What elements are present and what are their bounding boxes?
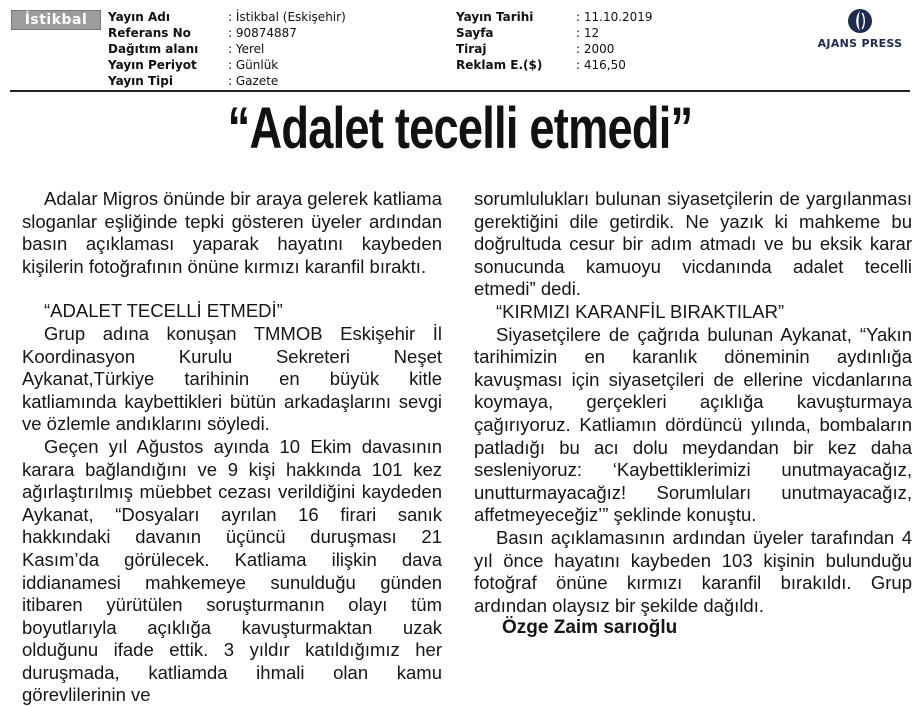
meta-row — [108, 25, 346, 41]
meta-key: Referans No — [108, 26, 191, 40]
meta-value: : 11.10.2019 — [576, 10, 653, 24]
article-subheading: “KIRMIZI KARANFİL BIRAKTILAR” — [496, 300, 785, 322]
article-subheading: “ADALET TECELLİ ETMEDİ” — [44, 300, 283, 322]
meta-key: Dağıtım alanı — [108, 42, 199, 56]
article-paragraph: Adalar Migros önünde bir araya gelerek katliama sloganlar eşliğinde tepki gösteren üyeler ardından basın açıklaması yaparak hayatını kaybeden kişilerin fotoğrafının önüne kırmızı karanfil bıraktı. — [22, 188, 442, 277]
article-headline: “Adalet tecelli etmedi” — [227, 96, 693, 161]
meta-key: Yayın Tarihi — [456, 10, 534, 24]
agency-logo — [808, 8, 912, 54]
paragraph-gap — [22, 278, 442, 300]
meta-value: : Yerel — [228, 42, 265, 56]
article-byline: Özge Zaim sarıoğlu — [502, 617, 678, 639]
header-divider — [10, 90, 910, 92]
meta-value: : 416,50 — [576, 58, 626, 72]
meta-key: Yayın Tipi — [108, 74, 173, 88]
meta-row — [456, 41, 653, 57]
clipping-header — [0, 0, 920, 92]
publication-meta-right — [456, 9, 653, 73]
article-paragraph: Siyasetçilere de çağrıda bulunan Aykanat, “Yakın tarihimizin en karanlık döneminin aydınlığa kavuşması için siyasetçileri de ellerine vicdanlarına koymaya, gerçekleri açıklığa kavuşturmaya çağırıyoruz. Katliamın dördüncü yılında, bombaların patladığı bu acı dolu meydandan bir kez daha sesleniyoruz: ‘Kaybettiklerimizi unutmayacağız, unutturmayacağız! Sorumluları unutmayacağız, affetmeyeceğiz’” şeklinde konuştu. — [474, 323, 912, 526]
meta-row — [456, 25, 653, 41]
meta-key: Sayfa — [456, 26, 494, 40]
article-paragraph: Basın açıklamasının ardından üyeler tarafından 4 yıl önce hayatını kaybeden 103 kişinin bulunduğu fotoğraf önüne kırmızı karanfil bırakıldı. Grup ardından olaysız bir şekilde dağıldı. — [474, 526, 912, 616]
meta-row — [456, 57, 653, 73]
publication-meta-left — [108, 9, 346, 89]
meta-row — [108, 73, 346, 89]
meta-row — [108, 57, 346, 73]
meta-value: : 12 — [576, 26, 600, 40]
meta-key: Reklam E.($) — [456, 58, 543, 72]
meta-key: Yayın Adı — [108, 10, 170, 24]
article-column-right — [474, 188, 912, 640]
meta-value: : Gazete — [228, 74, 279, 88]
meta-row — [108, 9, 346, 25]
meta-value: : İstikbal (Eskişehir) — [228, 10, 346, 24]
meta-value: : 2000 — [576, 42, 615, 56]
meta-value: : Günlük — [228, 58, 279, 72]
article-column-left — [22, 188, 442, 707]
meta-key: Tiraj — [456, 42, 487, 56]
article-paragraph: sorumlulukları bulunan siyasetçilerin de yargılanması gerektiğini dile getirdik. Ne yazık ki mahkeme bu doğrultuda cesur bir adım atmadı ve bu eksik karar sonucunda kamuoyu vicdanında adalet tecelli etmedi” dedi. — [474, 188, 912, 300]
meta-row — [108, 41, 346, 57]
publication-logo — [11, 10, 101, 30]
article-paragraph: Geçen yıl Ağustos ayında 10 Ekim davasının karara bağlandığını ve 9 kişi hakkında 101 kez ağırlaştırılmış müebbet cezası verildiğini kaydeden Aykanat, “Dosyaları ayrılan 16 firari sanık hakkındaki davanın üçüncü duruşması 21 Kasım’da görülecek. Katliama ilişkin dava iddianamesi mahkemeye sunulduğu günden itibaren yürütülen soruşturmanın olayı tüm boyutlarıyla açıklığa kavuşturmaktan uzak olduğunu ifade ettik. 3 yıldır katıldığımız her duruşmada, katliamda ihmali olan kamu görevlilerinin ve — [22, 435, 442, 706]
meta-value: : 90874887 — [228, 26, 297, 40]
agency-globe-icon — [847, 8, 873, 34]
meta-key: Yayın Periyot — [108, 58, 197, 72]
publication-logo-text: İstikbal — [24, 12, 88, 28]
meta-row — [456, 9, 653, 25]
article-paragraph: Grup adına konuşan TMMOB Eskişehir İl Koordinasyon Kurulu Sekreteri Neşet Aykanat,Türkiye tarihinin en büyük kitle katliamında kaybettikleri bütün arkadaşlarını sevgi ve özlemle andıklarını söyledi. — [22, 322, 442, 435]
agency-name: AJANS PRESS — [817, 37, 903, 50]
